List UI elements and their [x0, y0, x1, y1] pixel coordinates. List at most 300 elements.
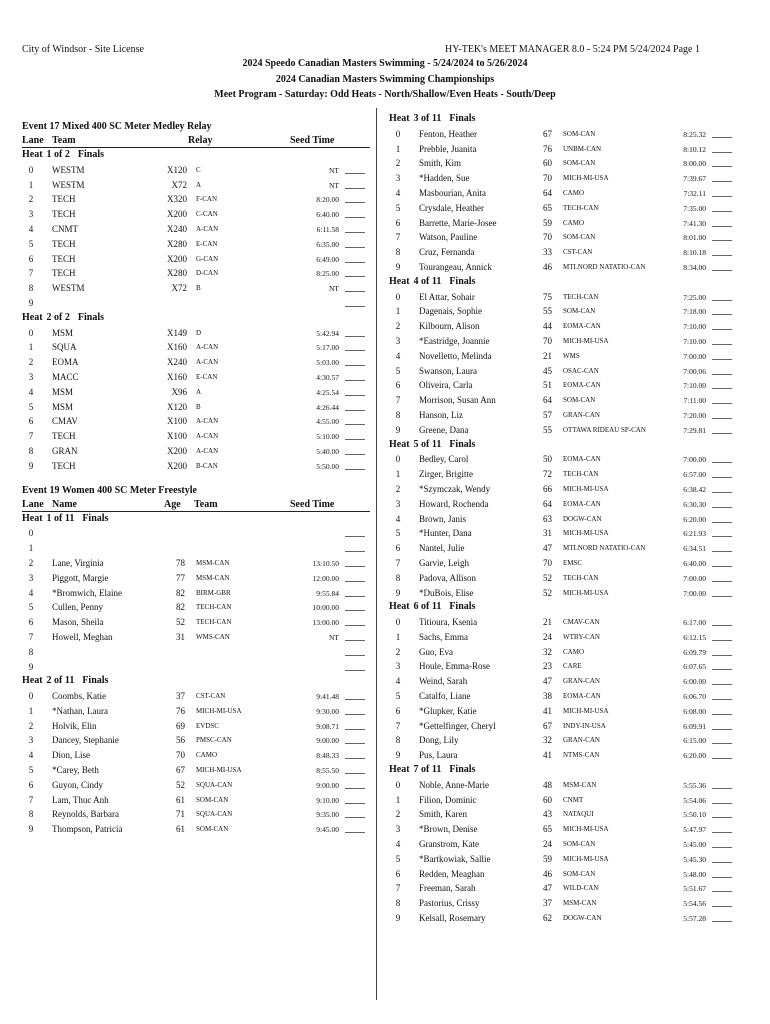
swimmer-name: Dong, Lily [419, 735, 459, 746]
team-name: SOM-CAN [563, 396, 596, 405]
seed-time: 6:09.91 [683, 721, 706, 731]
entry-row [22, 660, 370, 675]
result-line [345, 566, 365, 567]
lane-number: 7 [395, 232, 401, 243]
lane-number: 7 [395, 883, 401, 894]
team-name: BIRM-GBR [196, 588, 231, 597]
lane-number: 7 [28, 794, 34, 805]
result-line [712, 596, 732, 597]
swimmer-age: 70 [543, 335, 552, 346]
entry-row [22, 645, 370, 660]
swimmer-name: Nantel, Julie [419, 543, 465, 554]
result-line [345, 336, 365, 337]
seed-time: 4:26.44 [316, 402, 339, 412]
entry-row [389, 704, 734, 719]
result-line [345, 817, 365, 818]
entry-row [389, 304, 734, 319]
result-line [712, 300, 732, 301]
result-line [712, 714, 732, 715]
result-line [712, 581, 732, 582]
col-relay: Relay [188, 135, 213, 146]
swimmer-age: 47 [543, 676, 552, 687]
swimmer-age: 50 [543, 454, 552, 465]
swimmer-age: 82 [176, 587, 185, 598]
swimmer-age: 61 [176, 794, 185, 805]
swimmer-name: Reynolds, Barbara [52, 809, 119, 820]
result-line [345, 439, 365, 440]
entry-row [22, 733, 370, 748]
lane-number: 4 [28, 223, 34, 234]
heat-finals-label: Finals [449, 438, 476, 450]
team-name: TECH-CAN [563, 573, 599, 582]
relay-age-group: X120 [167, 401, 187, 412]
result-line [712, 226, 732, 227]
relay-letter: C-CAN [196, 210, 218, 219]
lane-number: 9 [28, 661, 34, 672]
team-name: MSM [52, 386, 74, 397]
result-line [712, 240, 732, 241]
relay-letter: D [196, 328, 202, 337]
result-line [712, 684, 732, 685]
team-name: TECH-CAN [563, 292, 599, 301]
result-line [345, 188, 365, 189]
lane-number: 0 [28, 164, 34, 175]
swimmer-name: Novelletto, Melinda [419, 350, 492, 361]
seed-time: 7:00.00 [683, 455, 706, 465]
entry-row [389, 201, 734, 216]
swimmer-name: *Carey, Beth [52, 765, 99, 776]
seed-time: 5:17.00 [316, 343, 339, 353]
swimmer-age: 64 [543, 395, 552, 406]
entry-row [389, 881, 734, 896]
swimmer-name: Titioura, Ksenia [419, 617, 478, 628]
team-name: EVDSC [196, 721, 219, 730]
heat-number: 6 of 11 [413, 601, 442, 613]
entry-row [22, 400, 370, 415]
result-line [345, 395, 365, 396]
result-line [345, 610, 365, 611]
swimmer-name: *Brown, Denise [419, 824, 478, 835]
team-name: MSM-CAN [196, 573, 230, 582]
swimmer-age: 75 [543, 291, 552, 302]
column-divider [376, 108, 377, 1000]
entry-row [22, 370, 370, 385]
lane-number: 1 [395, 794, 401, 805]
entry-row [22, 163, 370, 178]
swimmer-name: Padova, Allison [419, 572, 477, 583]
lane-number: 0 [28, 528, 34, 539]
lane-number: 6 [395, 543, 401, 554]
lane-number: 9 [28, 460, 34, 471]
heat-finals-label: Finals [449, 764, 476, 776]
relay-age-group: X200 [167, 253, 187, 264]
lane-number: 8 [395, 572, 401, 583]
seed-time: 5:48.00 [683, 869, 706, 879]
swimmer-name: Dancey, Stephanie [52, 735, 119, 746]
swimmer-age: 59 [543, 217, 552, 228]
entry-row [389, 349, 734, 364]
heat-label: Heat [22, 675, 43, 687]
swimmer-name: Fenton, Heather [419, 128, 477, 139]
result-line [345, 536, 365, 537]
swimmer-name: Sachs, Emma [419, 631, 468, 642]
team-name: EOMA-CAN [563, 455, 601, 464]
entry-row [389, 378, 734, 393]
relay-age-group: X100 [167, 431, 187, 442]
result-line [712, 699, 732, 700]
seed-time: 6:38.42 [683, 484, 706, 494]
result-line [712, 403, 732, 404]
team-name: TECH [52, 194, 76, 205]
result-line [345, 551, 365, 552]
lane-number: 2 [28, 194, 34, 205]
entry-row [22, 689, 370, 704]
relay-letter: A-CAN [196, 417, 219, 426]
seed-time: NT [329, 632, 339, 642]
team-name: MSM-CAN [196, 558, 230, 567]
event-title: Event 19 Women 400 SC Meter Freestyle [22, 484, 197, 496]
swimmer-name: Smith, Karen [419, 809, 467, 820]
seed-time: 7:20.00 [683, 410, 706, 420]
entry-row [22, 296, 370, 311]
swimmer-name: Holvik, Elin [52, 720, 97, 731]
result-line [712, 255, 732, 256]
swimmer-age: 71 [176, 809, 185, 820]
seed-time: 6:49.00 [316, 254, 339, 264]
seed-time: 5:45.30 [683, 854, 706, 864]
swimmer-age: 78 [176, 557, 185, 568]
entry-row [389, 748, 734, 763]
team-name: WMS-CAN [196, 632, 230, 641]
heat-label: Heat [22, 149, 43, 160]
entry-row [22, 600, 370, 615]
result-line [712, 640, 732, 641]
heat-finals-label: Finals [77, 311, 105, 323]
championship-title: 2024 Canadian Masters Swimming Championships [275, 74, 495, 85]
result-line [345, 640, 365, 641]
swimmer-age: 60 [543, 158, 552, 169]
entry-row [389, 719, 734, 734]
swimmer-age: 67 [176, 765, 185, 776]
team-name: SOM-CAN [563, 869, 596, 878]
entry-row [389, 452, 734, 467]
swimmer-age: 24 [543, 631, 552, 642]
team-name: MSM [52, 327, 74, 338]
relay-age-group: X320 [167, 194, 187, 205]
lane-number: 0 [28, 327, 34, 338]
swimmer-name: Crysdale, Heather [419, 202, 484, 213]
lane-number: 3 [395, 173, 401, 184]
lane-number: 5 [395, 365, 401, 376]
swimmer-age: 72 [543, 469, 552, 480]
swimmer-name: *Hadden, Sue [419, 173, 470, 184]
relay-letter: A-CAN [196, 432, 219, 441]
heat-label: Heat [22, 311, 43, 323]
swimmer-name: Morrison, Susan Ann [419, 395, 496, 406]
entry-row [22, 778, 370, 793]
lane-number: 1 [28, 705, 34, 716]
seed-time: 12:00.00 [312, 573, 339, 583]
swimmer-age: 59 [543, 853, 552, 864]
swimmer-name: Granstrom, Kate [419, 839, 479, 850]
lane-number: 4 [28, 386, 34, 397]
result-line [345, 365, 365, 366]
relay-age-group: X200 [167, 209, 187, 220]
swimmer-age: 64 [543, 187, 552, 198]
heat-number: 5 of 11 [413, 438, 442, 450]
swimmer-name: Greene, Dana [419, 424, 469, 435]
col-team: Team [52, 135, 76, 146]
team-name: EOMA-CAN [563, 381, 601, 390]
swimmer-age: 44 [543, 321, 552, 332]
swimmer-age: 46 [543, 261, 552, 272]
result-line [712, 566, 732, 567]
result-line [712, 551, 732, 552]
seed-time: 8:20.00 [316, 195, 339, 205]
swimmer-age: 52 [543, 587, 552, 598]
seed-time: 6:57.00 [683, 470, 706, 480]
swimmer-age: 52 [176, 779, 185, 790]
result-line [345, 232, 365, 233]
lane-number: 6 [395, 380, 401, 391]
swimmer-name: *Eastridge, Joannie [419, 335, 490, 346]
seed-time: NT [329, 180, 339, 190]
result-line [345, 276, 365, 277]
seed-time: 9:41.48 [316, 692, 339, 702]
team-name: EOMA-CAN [563, 322, 601, 331]
seed-time: 4:25.54 [316, 387, 339, 397]
heat-label: Heat [22, 512, 43, 524]
entry-row [389, 911, 734, 926]
swimmer-name: Weind, Sarah [419, 676, 468, 687]
entry-row [22, 444, 370, 459]
relay-letter: A-CAN [196, 358, 219, 367]
lane-number: 9 [395, 261, 401, 272]
seed-time: 5:03.00 [316, 358, 339, 368]
seed-time: 5:54.06 [683, 795, 706, 805]
entry-row [389, 571, 734, 586]
lane-number: 0 [28, 691, 34, 702]
relay-age-group: X160 [167, 342, 187, 353]
seed-time: 9:30.00 [316, 706, 339, 716]
result-line [712, 492, 732, 493]
lane-number: 4 [395, 350, 401, 361]
entry-row [389, 822, 734, 837]
lane-number: 9 [28, 297, 34, 308]
seed-time: 4:30.57 [316, 372, 339, 382]
team-name: MICH-MI-USA [563, 529, 609, 538]
team-name: WESTM [52, 283, 85, 294]
lane-number: 6 [28, 779, 34, 790]
swimmer-name: Lam, Thuc Anh [52, 794, 109, 805]
lane-number: 6 [395, 705, 401, 716]
team-name: MICH-MI-USA [563, 588, 609, 597]
entry-row [22, 178, 370, 193]
swimmer-name: Filion, Dominic [419, 794, 477, 805]
column-headers [22, 134, 370, 148]
entry-row [389, 156, 734, 171]
swimmer-age: 31 [176, 631, 185, 642]
result-line [712, 862, 732, 863]
heat-header [22, 311, 370, 326]
swimmer-name: Oliveira, Carla [419, 380, 473, 391]
swimmer-age: 82 [176, 602, 185, 613]
team-name: MSM-CAN [563, 899, 597, 908]
relay-letter: C [196, 165, 201, 174]
relay-letter: E-CAN [196, 239, 218, 248]
heat-finals-label: Finals [449, 275, 476, 287]
swimmer-age: 70 [543, 557, 552, 568]
lane-number: 5 [395, 202, 401, 213]
seed-time: 6:00.00 [683, 677, 706, 687]
lane-number: 5 [28, 238, 34, 249]
team-name: MICH-MI-USA [563, 706, 609, 715]
team-name: SOM-CAN [563, 129, 596, 138]
heat-header [22, 512, 370, 527]
site-license: City of Windsor - Site License [22, 44, 144, 55]
result-line [712, 344, 732, 345]
lane-number: 8 [395, 898, 401, 909]
result-line [712, 758, 732, 759]
seed-time: 9:10.00 [316, 795, 339, 805]
col-team: Team [194, 498, 218, 510]
entry-row [389, 541, 734, 556]
result-line [712, 211, 732, 212]
result-line [345, 803, 365, 804]
result-line [712, 433, 732, 434]
swimmer-name: El Attar, Sohair [419, 291, 475, 302]
entry-row [389, 319, 734, 334]
swimmer-age: 43 [543, 809, 552, 820]
team-name: SOM-CAN [196, 795, 229, 804]
team-name: DOGW-CAN [563, 914, 602, 923]
entry-row [389, 689, 734, 704]
team-name: TECH-CAN [563, 470, 599, 479]
result-line [345, 410, 365, 411]
seed-time: 7:11.00 [683, 396, 706, 406]
result-line [345, 262, 365, 263]
seed-time: 7:25.00 [683, 292, 706, 302]
relay-letter: D-CAN [196, 269, 219, 278]
heat-header [22, 148, 370, 163]
entry-row [22, 822, 370, 837]
result-line [345, 670, 365, 671]
result-line [345, 788, 365, 789]
seed-time: 7:35.00 [683, 203, 706, 213]
result-line [712, 152, 732, 153]
heat-header [22, 674, 370, 689]
swimmer-name: Guo, Eva [419, 646, 453, 657]
result-line [345, 832, 365, 833]
swimmer-name: Howell, Meghan [52, 631, 113, 642]
entry-row [389, 423, 734, 438]
lane-number: 2 [395, 321, 401, 332]
team-name: TECH [52, 253, 76, 264]
seed-time: 8:34.00 [683, 262, 706, 272]
relay-age-group: X120 [167, 164, 187, 175]
swimmer-age: 67 [543, 128, 552, 139]
swimmer-name: Watson, Pauline [419, 232, 478, 243]
entry-row [389, 512, 734, 527]
entry-row [22, 207, 370, 222]
relay-letter: A-CAN [196, 446, 219, 455]
lane-number: 2 [395, 646, 401, 657]
swimmer-age: 48 [543, 779, 552, 790]
relay-letter: G-CAN [196, 254, 219, 263]
result-line [712, 181, 732, 182]
team-name: WESTM [52, 164, 85, 175]
seed-time: 8:25.32 [683, 129, 706, 139]
swimmer-name: *Hunter, Dana [419, 528, 472, 539]
team-name: MICH-MI-USA [563, 825, 609, 834]
seed-time: 6:09.79 [683, 647, 706, 657]
swimmer-name: Barrette, Marie-Josee [419, 217, 497, 228]
heat-header [389, 763, 734, 778]
entry-row [22, 266, 370, 281]
result-line [712, 329, 732, 330]
entry-row [22, 222, 370, 237]
team-name: SOM-CAN [563, 840, 596, 849]
team-name: MICH-MI-USA [563, 484, 609, 493]
heat-number: 1 of 2 [46, 149, 70, 160]
team-name: CMAV [52, 416, 78, 427]
swimmer-name: Masbourian, Anita [419, 187, 486, 198]
lane-number: 3 [28, 371, 34, 382]
swimmer-age: 24 [543, 839, 552, 850]
entry-row [389, 364, 734, 379]
seed-time: 6:17.00 [683, 618, 706, 628]
seed-time: 6:06.70 [683, 692, 706, 702]
team-name: DOGW-CAN [563, 514, 602, 523]
relay-letter: F-CAN [196, 195, 218, 204]
lane-number: 2 [28, 720, 34, 731]
entry-row [22, 571, 370, 586]
relay-letter: B [196, 402, 201, 411]
seed-time: 6:34.51 [683, 544, 706, 554]
heat-finals-label: Finals [449, 113, 476, 124]
entry-row [22, 630, 370, 645]
result-line [712, 536, 732, 537]
swimmer-name: Mason, Sheila [52, 617, 104, 628]
team-name: MICH-MI-USA [563, 854, 609, 863]
result-line [345, 380, 365, 381]
result-line [712, 669, 732, 670]
team-name: MSM [52, 401, 74, 412]
entry-row [389, 630, 734, 645]
swimmer-name: *Bromwich, Elaine [52, 587, 122, 598]
entry-row [389, 586, 734, 601]
relay-age-group: X280 [167, 268, 187, 279]
entry-row [22, 704, 370, 719]
swimmer-name: Pastorius, Crissy [419, 898, 480, 909]
lane-number: 5 [395, 528, 401, 539]
swimmer-name: *Gettelfinger, Cheryl [419, 720, 496, 731]
lane-number: 3 [28, 209, 34, 220]
team-name: TECH [52, 238, 76, 249]
seed-time: 6:07.65 [683, 662, 706, 672]
seed-time: 7:10.00 [683, 381, 706, 391]
entry-row [389, 778, 734, 793]
team-name: CAMO [563, 218, 585, 227]
seed-time: 7:18.00 [683, 307, 706, 317]
team-name: SOM-CAN [196, 825, 229, 834]
lane-number: 7 [28, 431, 34, 442]
seed-time: 9:55.84 [316, 588, 339, 598]
seed-time: 5:40.00 [316, 446, 339, 456]
team-name: EOMA-CAN [563, 692, 601, 701]
swimmer-age: 38 [543, 691, 552, 702]
swimmer-name: *DuBois, Elise [419, 587, 474, 598]
